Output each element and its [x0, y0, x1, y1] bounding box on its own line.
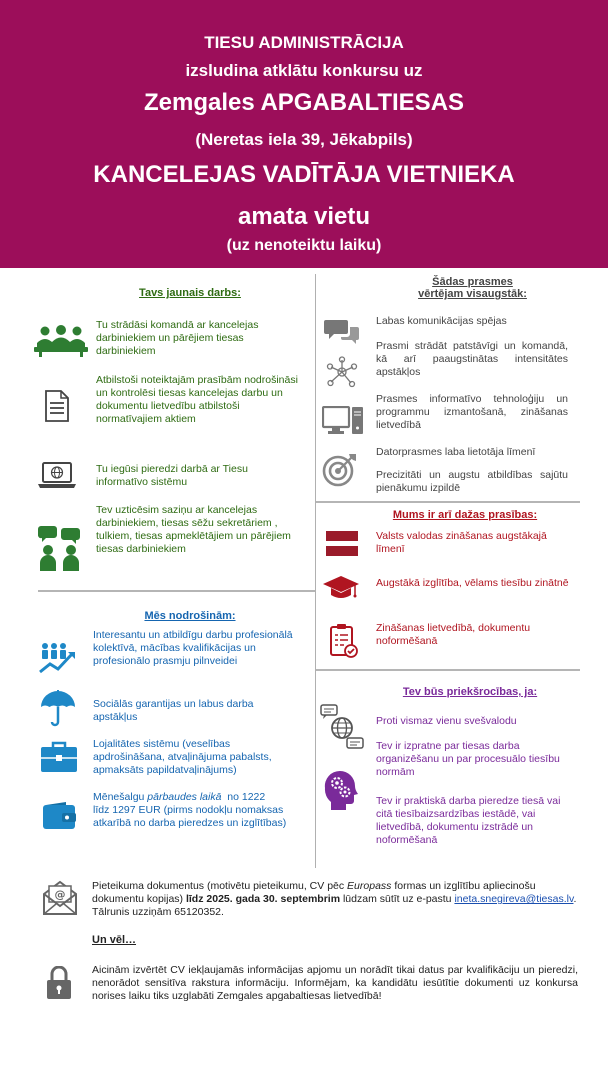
offer-item-work: Interesantu un atbildīgu darbu profesionālā kolektīvā, mācības kvalifikācijas un profesionālo prasmju pilnveidei [93, 629, 293, 667]
lock-icon [46, 966, 72, 1000]
job-item-document: Atbilstoši noteiktajām prasībām nodrošināsi un kontrolēsi tiesas kancelejas darbu un dokumentu lietvedību atbilstoši normatīvajiem aktiem [96, 374, 298, 425]
header-organization: TIESU ADMINISTRĀCIJA [204, 33, 404, 52]
apply-text-1: Pieteikuma dokumentus (motivētu pieteikumu, CV pēc [92, 880, 348, 892]
header-address: (Neretas iela 39, Jēkabpils) [195, 130, 413, 149]
requirements-section-title: Mums ir arī dažas prasības: [392, 509, 538, 521]
header-banner [0, 0, 608, 268]
umbrella-icon [40, 690, 76, 728]
column-divider [315, 274, 316, 868]
left-section-divider [38, 590, 315, 592]
growth-chart-icon [38, 642, 78, 674]
requirement-language: Valsts valodas zināšanas augstākajā līmenī [376, 530, 547, 555]
right-section-divider-2 [316, 669, 580, 671]
salary-amount: no 1222 [221, 791, 266, 803]
skills-section-title [380, 276, 565, 300]
apply-europass: Europass [347, 880, 392, 892]
header-court-name: Zemgales APGABALTIESAS [143, 89, 465, 116]
advantage-experience: Tev ir praktiskā darba pieredze tiesā vai citā tiesībaizsardzības iestādē, vai lietvedībā, dokumentu izstrādē un noformēšanā [376, 795, 561, 846]
skill-it: Prasmes informatīvo tehnoloģiju un programmu izmantošanā, zināšanas lietvedībā [376, 393, 568, 431]
header-position-type: amata vietu [237, 203, 371, 230]
flag-icon [326, 531, 358, 557]
un-vel-heading: Un vēl… [92, 934, 137, 946]
salary-details: līdz 1297 EUR (pirms nodokļu nomaksas atkarībā no darba pieredzes un izglītības) [93, 804, 287, 829]
target-icon [322, 452, 358, 488]
job-item-team: Tu strādāsi komandā ar kancelejas darbiniekiem un pārējiem tiesas darbiniekiem [96, 319, 259, 357]
job-item-communication: Tev uzticēsim saziņu ar kancelejas darbiniekiem, tiesas sēžu sekretāriem , tulkiem, tiesas apmeklētājiem un pārējiem tiesas darbiniekiem [96, 504, 291, 555]
skill-precision: Precizitāti un augstu atbildības sajūtu pienākumu izpildē [376, 469, 568, 494]
laptop-globe-icon [38, 462, 76, 490]
job-item-system: Tu iegūsi pieredzi darbā ar Tiesu informatīvo sistēmu [96, 463, 248, 488]
computer-icon [322, 406, 364, 436]
right-section-divider-1 [316, 501, 580, 503]
email-link[interactable]: ineta.snegireva@tiesas.lv [454, 893, 574, 905]
advantage-language: Proti vismaz vienu svešvalodu [376, 715, 517, 727]
svg-text:@: @ [54, 888, 66, 901]
offer-section-title: Mēs nodrošinām: [144, 610, 236, 622]
skill-computer: Datorprasmes laba lietotāja līmenī [376, 446, 536, 458]
head-gears-icon [324, 770, 360, 810]
offer-item-salary [93, 791, 298, 830]
requirement-education: Augstākā izglītība, vēlams tiesību zinātnē [376, 577, 569, 589]
advantage-understanding: Tev ir izpratne par tiesas darba organizēšanu un par procesuālo tiesību normām [376, 740, 560, 778]
advantages-section-title: Tev būs priekšrocības, ja: [402, 686, 538, 698]
skills-title-line1: Šādas prasmes [432, 276, 513, 288]
privacy-notice: Aicinām izvērtēt CV iekļaujamās informācijas apjomu un norādīt tikai datus par kvalifikāciju un pieredzi, nenorādot sensitīva rakstura informāciju. Informējam, ka kandidātu iesūtītie dokumenti uz konkursa norises laiku tiks uzglabāti Zemgales apgabaltiesas lietvedībā! [92, 964, 578, 1002]
offer-item-loyalty: Lojalitātes sistēmu (veselības apdrošināšana, atvaļinājuma pabalsts, apmaksāts papildatvaļinājums) [93, 738, 272, 776]
apply-deadline: līdz 2025. gada 30. septembrim [185, 893, 341, 905]
salary-probation: pārbaudes laikā [147, 791, 222, 803]
team-icon [34, 325, 88, 357]
salary-prefix: Mēnešalgu [93, 791, 148, 803]
envelope-icon [42, 880, 78, 916]
skill-communication: Labas komunikācijas spējas [376, 315, 507, 327]
offer-item-social: Sociālās garantijas un labus darba apstākļus [93, 698, 254, 723]
document-icon [45, 390, 69, 422]
network-icon [326, 356, 358, 388]
skill-independent: Prasmi strādāt patstāvīgi un komandā, kā arī paaugstinātas intensitātes apstākļos [376, 340, 568, 378]
people-chat-icon [38, 525, 82, 571]
graduation-cap-icon [322, 575, 360, 601]
briefcase-icon [40, 741, 78, 773]
header-position: KANCELEJAS VADĪTĀJA VIETNIEKA [93, 161, 515, 188]
apply-text-2: formas un izglītību apliecinošu dokumentu kopijas) [92, 880, 536, 905]
application-info [92, 880, 578, 919]
skills-title-line2: vērtējam visaugstāk: [418, 288, 527, 300]
language-globe-icon [320, 704, 364, 750]
chat-bubbles-icon [324, 319, 360, 345]
header-announcement: izsludina atklātu konkursu uz [185, 61, 423, 80]
requirement-records: Zināšanas lietvedībā, dokumentu noformēšanā [376, 622, 531, 647]
job-section-title: Tavs jaunais darbs: [139, 287, 241, 299]
apply-text-4: . Tālrunis uzziņām 65120352. [92, 893, 577, 918]
wallet-icon [42, 802, 76, 830]
checklist-icon [330, 624, 358, 658]
header-duration: (uz nenoteiktu laiku) [226, 237, 382, 254]
apply-text-3: lūdzam sūtīt uz e-pastu [340, 893, 455, 905]
